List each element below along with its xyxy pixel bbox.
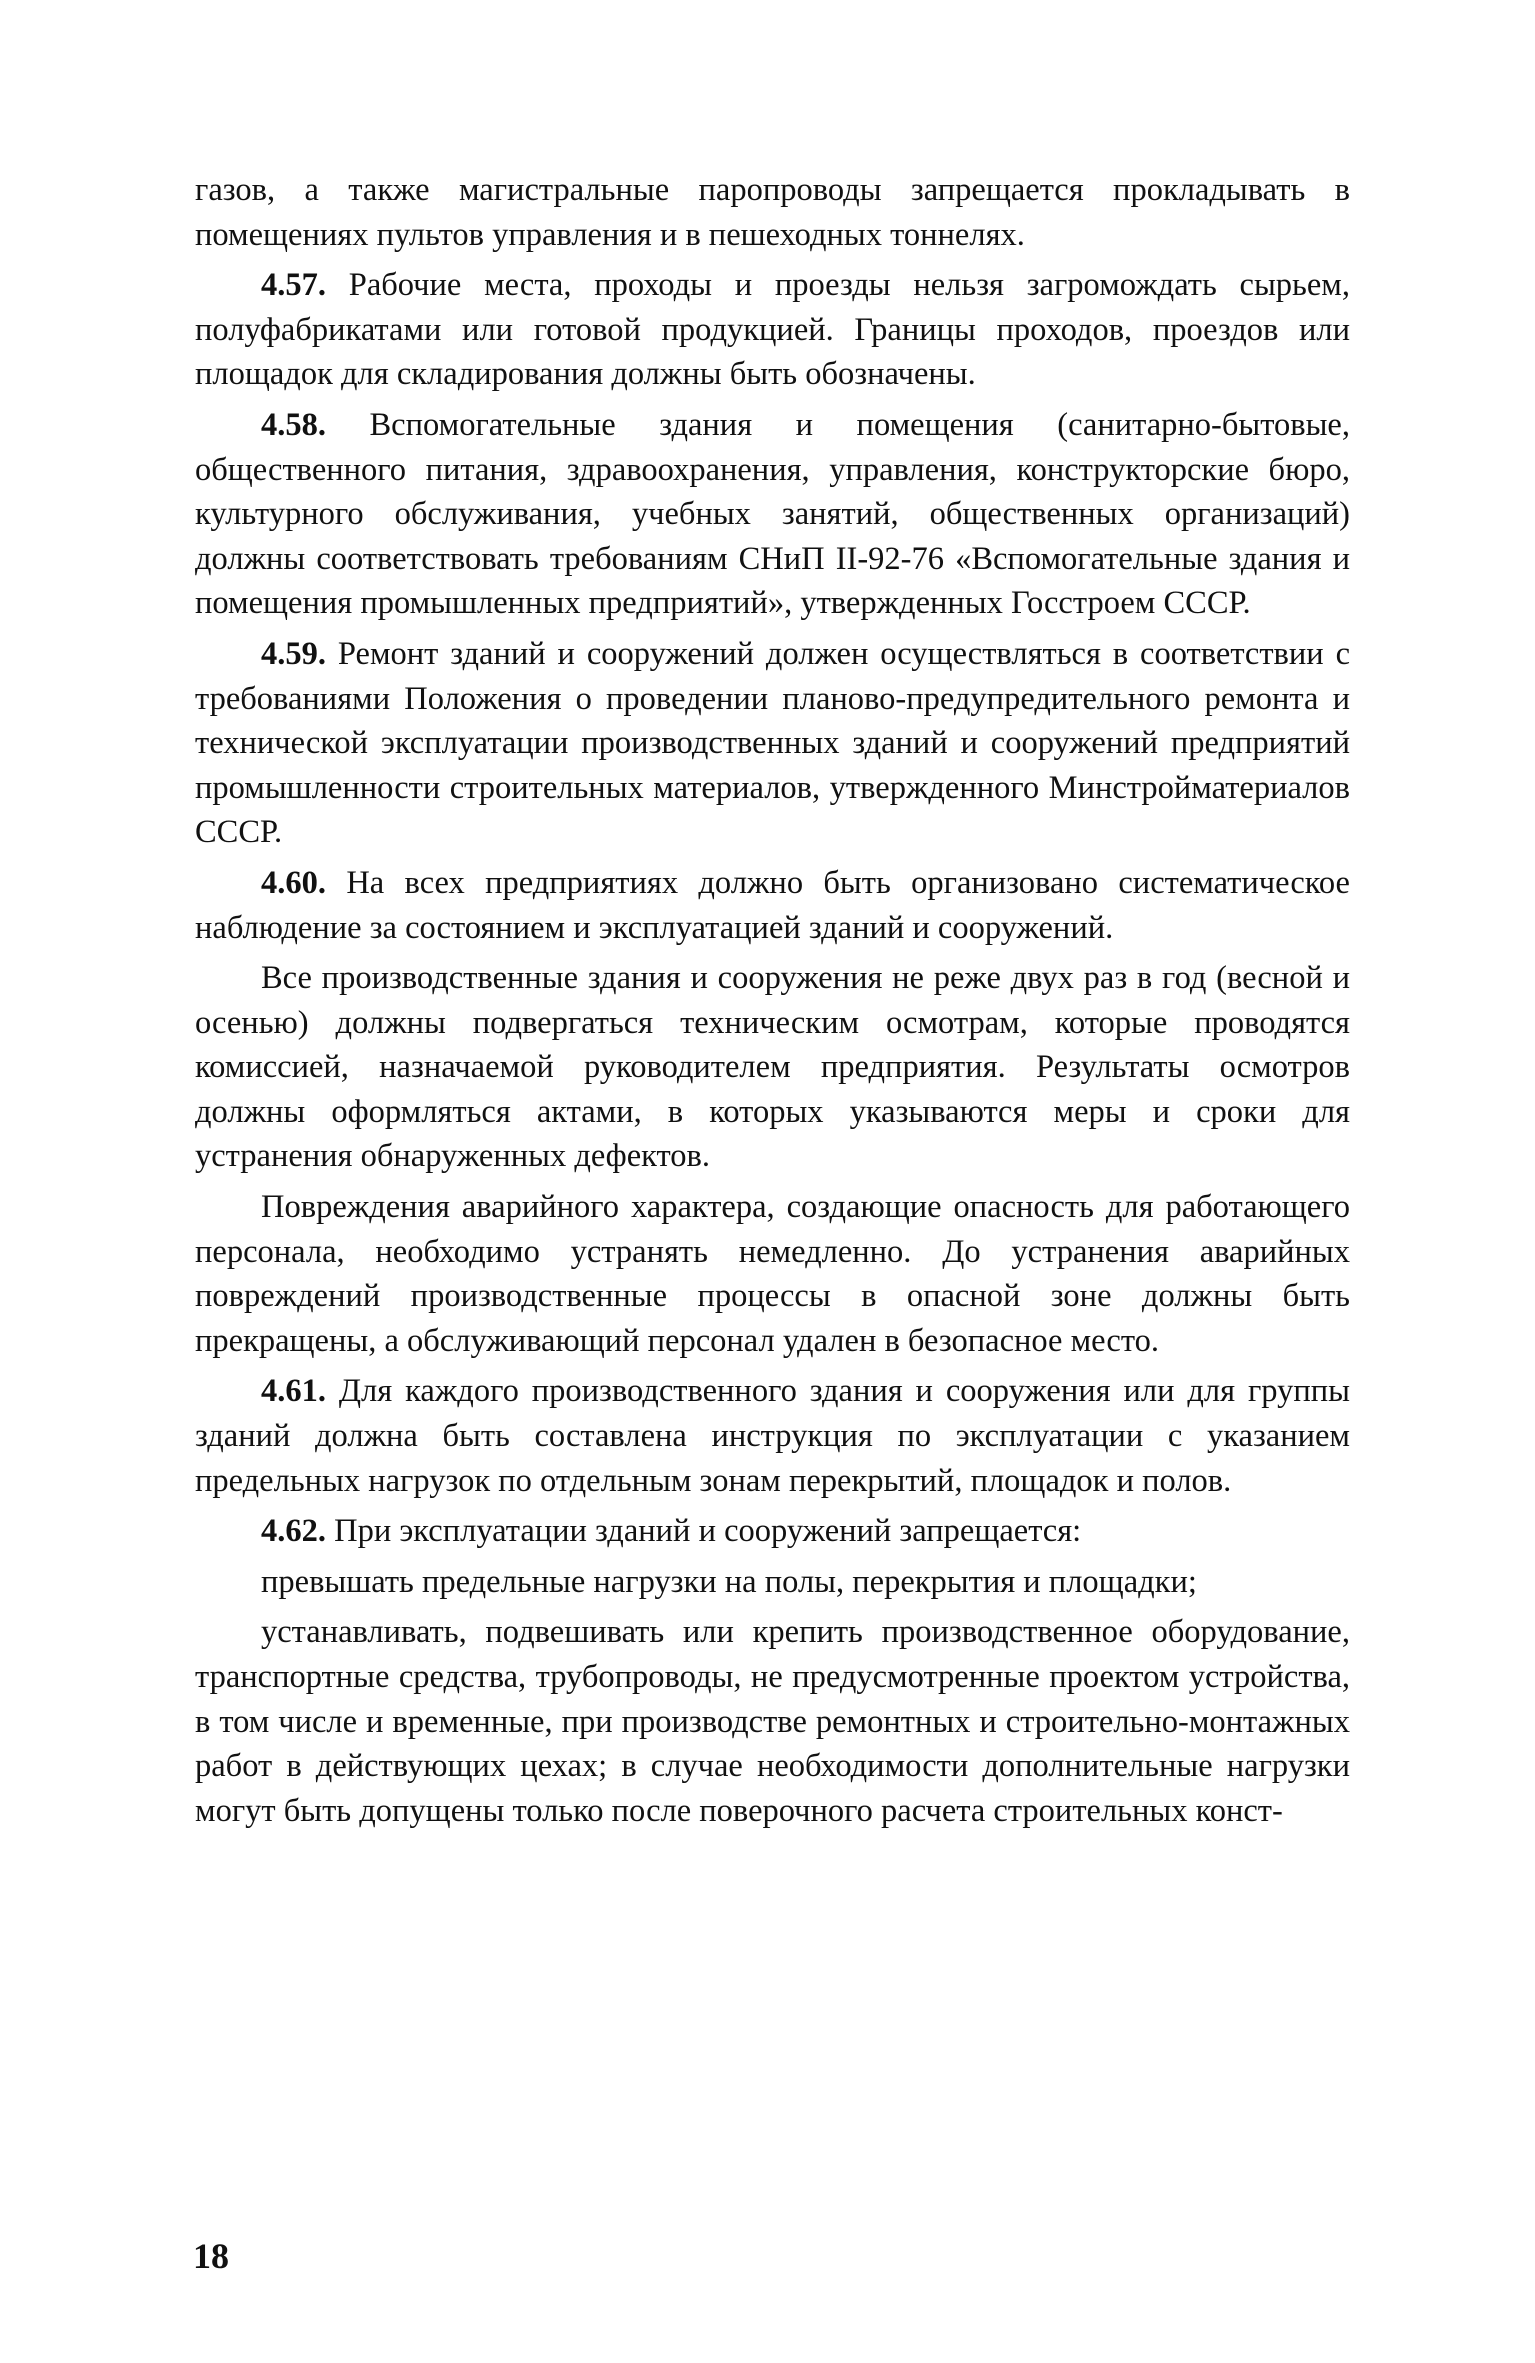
paragraph-text: Ремонт зданий и сооружений должен осуществляться в соответствии с требованиями Положения о проведении планово-предупредительного ремонта и технической эксплуатации производственных зданий и сооружений предприятий промышленности строительных материалов, утвержденного Минстройматериалов СССР.: [195, 635, 1350, 851]
paragraph-equipment-installation: [195, 1610, 1350, 1833]
paragraph-text: Для каждого производственного здания и сооружения или для группы зданий должна быть составлена инструкция по эксплуатации с указанием предельных нагрузок по отдельным зонам перекрытий, площадок и полов.: [195, 1373, 1350, 1499]
paragraph-inspections: [195, 956, 1350, 1179]
page-number: 18: [193, 2236, 229, 2276]
section-number: 4.59.: [261, 635, 326, 672]
paragraph-text: устанавливать, подвешивать или крепить производственное оборудование, транспортные средства, трубопроводы, не предусмотренные проектом устройства, в том числе и временные, при производстве ремонтных и строительно-монтажных работ в действующих цехах; в случае необходимости дополнительные нагрузки могут быть допущены только после поверочного расчета строительных конст-: [195, 1614, 1350, 1829]
paragraph-text: Вспомогательные здания и помещения (санитарно-бытовые, общественного питания, здравоохранения, управления, конструкторские бюро, культурного обслуживания, учебных занятий, общественных организаций) должны соответствовать требованиям СНиП II-92-76 «Вспомогательные здания и помещения промышленных предприятий», утвержденных Госстроем СССР.: [195, 406, 1350, 622]
paragraph-text: Все производственные здания и сооружения не реже двух раз в год (весной и осенью) должны подвергаться техническим осмотрам, которые проводятся комиссией, назначаемой руководителем предприятия. Результаты осмотров должны оформляться актами, в которых указываются меры и сроки для устранения обнаруженных дефектов.: [195, 960, 1350, 1175]
paragraph-text: На всех предприятиях должно быть организовано систематическое наблюдение за состоянием и эксплуатацией зданий и сооружений.: [195, 864, 1350, 946]
section-number: 4.61.: [261, 1373, 326, 1410]
paragraph-load-limits: [195, 1560, 1350, 1605]
section-number: 4.60.: [261, 864, 326, 901]
paragraph-4-57: [195, 263, 1350, 397]
paragraph-4-59: [195, 632, 1350, 855]
paragraph-text: Рабочие места, проходы и проезды нельзя загромождать сырьем, полуфабрикатами или готовой продукцией. Границы проходов, проездов или площадок для складирования должны быть обозначены.: [195, 267, 1350, 393]
paragraph-4-58: [195, 403, 1350, 626]
paragraph-text: При эксплуатации зданий и сооружений запрещается:: [326, 1513, 1082, 1550]
section-number: 4.58.: [261, 406, 326, 443]
section-number: 4.62.: [261, 1513, 326, 1550]
paragraph-4-61: [195, 1369, 1350, 1503]
paragraph-continuation: [195, 168, 1350, 257]
paragraph-emergency-damage: [195, 1185, 1350, 1363]
section-number: 4.57.: [261, 267, 326, 304]
paragraph-4-60: [195, 861, 1350, 950]
paragraph-text: превышать предельные нагрузки на полы, перекрытия и площадки;: [261, 1563, 1197, 1600]
document-body: [195, 168, 1350, 1839]
paragraph-4-62: [195, 1509, 1350, 1554]
paragraph-text: Повреждения аварийного характера, создающие опасность для работающего персонала, необходимо устранять немедленно. До устранения аварийных повреждений производственные процессы в опасной зоне должны быть прекращены, а обслуживающий персонал удален в безопасное место.: [195, 1189, 1350, 1359]
paragraph-text: газов, а также магистральные паропроводы запрещается прокладывать в помещениях пультов управления и в пешеходных тоннелях.: [195, 172, 1350, 253]
